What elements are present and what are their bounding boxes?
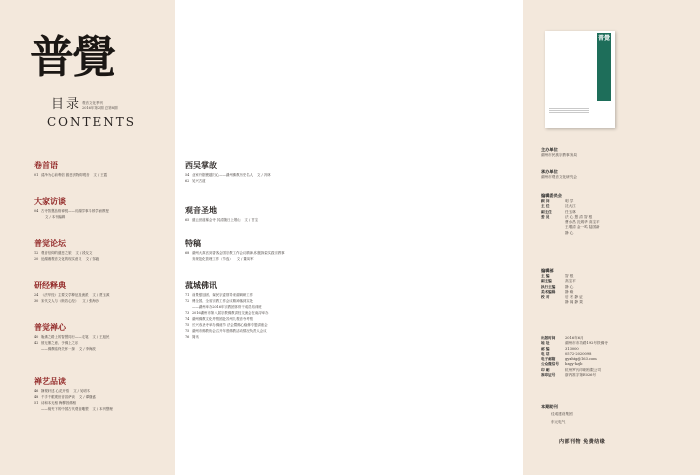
toc-entry-page: 30 (34, 299, 39, 303)
toc-section (185, 238, 289, 262)
toc-section-title: 卷首语 (34, 160, 58, 170)
info-role: 主 编 (541, 274, 550, 278)
toc-entry-title: 千手千眼观世音菩萨谈 (41, 395, 75, 399)
info-names: 静 心 (565, 284, 574, 289)
toc-section-title: 特稿 (185, 238, 201, 248)
toc-section (34, 160, 107, 178)
support-label: 本期助刊 (541, 404, 558, 409)
toc-entry-page: 68 (185, 251, 190, 255)
toc-entry-title: 务规范化管理工作（节选） (192, 257, 233, 261)
publication-block (541, 336, 681, 378)
toc-entry-title: 《法华经》主要文学释征及流派 (41, 293, 89, 297)
committee-label: 编辑委员会 (541, 193, 562, 198)
toc-entry-author: 文 / 李海波 (78, 347, 96, 351)
toc-entry-page: 12 (34, 251, 39, 255)
toc-entry-page: 76 (185, 335, 190, 339)
cover-title-band (597, 33, 611, 101)
support-item: 东元电气 (551, 420, 566, 424)
sponsor-value: 湖州市民族宗教事务局 (541, 153, 577, 157)
toc-entry-page: 65 (185, 218, 190, 222)
toc-entry-page: 42 (34, 341, 39, 345)
sponsor-block (541, 147, 681, 158)
magazine-logo: 普覺 (30, 32, 114, 83)
toc-entry-author: 文 / 吴明木 (73, 389, 91, 393)
toc-entry-title: 皈佛之路上的智慧同行——走笔 (41, 335, 89, 339)
info-names: 静 闻 静 果 (565, 300, 583, 305)
toc-entry-author: 文 / 张海沙 (82, 299, 100, 303)
toc-entry-author: 文 / 本刊整理 (92, 407, 113, 411)
contents-heading-cn: 目录 (51, 97, 82, 112)
issue-info (82, 101, 117, 111)
cover-logo: 普覺 (598, 35, 611, 42)
toc-entry-title: 清净为心前利信 慈悲济物即观音 (41, 173, 90, 177)
toc-entry-title: 湖州佛教文化考察团赴苏州九观音寺考察 (192, 317, 254, 321)
editorial-dept-label: 编辑部 (541, 268, 554, 273)
toc-entry-page: 20 (34, 257, 39, 261)
info-names: 2016年6月 (565, 336, 584, 340)
info-names: 杭州罗氏印刷有限公司 (565, 367, 601, 372)
toc-entry-page: 24 (34, 293, 39, 297)
info-role: 副主编 (541, 279, 552, 284)
toc-entry[interactable] (185, 178, 271, 184)
contents-heading-en: CONTENTS (47, 115, 137, 129)
committee-block (541, 193, 681, 236)
toc-entry-author: 文 / 贾玉源 (92, 293, 110, 297)
info-role: 印 刷 (541, 367, 550, 372)
toc-entry-title: 静观轩述 心花开悟 (41, 389, 70, 393)
toc-entry-page: 71 (185, 293, 190, 297)
toc-entry-page: 46 (34, 389, 39, 393)
toc-section-title: 禅艺品读 (34, 376, 66, 386)
editorial-dept-block (541, 268, 681, 306)
toc-entry-title: 2016湖州市第八届宗教佛教讲经交流会在南浔举办 (192, 311, 269, 315)
info-names: 313000 (565, 346, 579, 351)
toc-entry-author: 文 / 段友文 (75, 251, 93, 255)
toc-entry[interactable] (34, 346, 109, 352)
organizer-label: 承办单位 (541, 169, 558, 174)
toc-entry[interactable] (34, 406, 113, 412)
toc-entry[interactable] (185, 256, 289, 262)
info-role: 副主任 (541, 209, 552, 214)
toc-section (34, 196, 113, 220)
support-item: 佳成建设集团 (551, 412, 573, 416)
info-names: 静 心 (565, 230, 574, 235)
toc-entry[interactable] (185, 334, 272, 340)
info-role: 美术编辑 (541, 289, 556, 294)
toc-section-title: 观音圣地 (185, 205, 217, 215)
toc-entry-page: 54 (185, 173, 190, 177)
support-block (541, 404, 681, 426)
toc-entry-title: 湖州大真宫到香客会国宗教工作会议精神,积极探索实践宗教事 (192, 251, 285, 255)
toc-entry-author: 文 / 王旭民 (92, 335, 110, 339)
info-names: 法 心 慧 清 智 根 (565, 214, 593, 219)
toc-entry-title: 前景强加固、谋民宗委领导来湖调研工作 (192, 293, 254, 297)
toc-entry-title: 吴兴古道 (192, 179, 206, 183)
toc-entry-page: 74 (185, 317, 190, 321)
info-names: 湖州市市功路192号铁佛寺 (565, 341, 608, 346)
toc-entry-author: 文 / 谭继盛 (78, 395, 96, 399)
issue-number: 2016年第2期 总第8期 (82, 106, 118, 110)
toc-entry-title: 业家升据俊越归心——湖州佛教历史名人 (192, 173, 254, 177)
toc-section (185, 205, 258, 223)
info-role: 主 任 (541, 204, 550, 209)
toc-entry-title: 观音信仰的慈悲之旅 (41, 251, 72, 255)
info-names: 浙内准字第E026号 (565, 373, 597, 378)
info-role: 电子邮箱 (541, 357, 556, 362)
info-names: 王增清 金一鸣 陆国新 (565, 225, 600, 230)
toc-section-title: 西吴掌故 (185, 160, 217, 170)
toc-entry-title: 简讯 (192, 335, 199, 339)
info-names: 智 根 (565, 274, 574, 278)
info-names: 任玉林 (565, 209, 576, 214)
info-role: 执行主编 (541, 284, 556, 289)
info-names: 高宝平 (565, 279, 576, 284)
toc-entry-page: 01 (34, 173, 39, 177)
info-role: 校 对 (541, 295, 550, 300)
toc-entry-title: 慈云世道稀会寺 其清随日上烟山 (192, 218, 241, 222)
toc-entry-author: 文 / 王霞 (93, 173, 108, 177)
info-names: 0572-2020098 (565, 351, 592, 356)
toc-entry-author: 文 / 邹毅 (85, 257, 100, 261)
info-names: gyxhtg@163.com (565, 357, 597, 362)
info-row (541, 300, 681, 305)
magazine-cover-thumbnail (545, 31, 615, 128)
info-role: 邮 编 (541, 346, 550, 351)
toc-entry-title: 古寺智慧品格禅悦——访湖学事斗顿学而教授 (41, 209, 109, 213)
toc-section (185, 160, 271, 184)
info-role: 准印证号 (541, 373, 556, 378)
toc-entry-title: 湖州市佛教协会召开年度佛教活动情况负责人会议 (192, 329, 267, 333)
toc-entry-title: 论湖湘观音文化的现实意义 (41, 257, 82, 261)
toc-entry-title: ——佛教临终关怀一探 (41, 347, 75, 351)
toc-entry-page: 62 (185, 179, 190, 183)
toc-entry-title: ——镜夹下的中国古代观音雕塑 (41, 407, 89, 411)
footer-note: 内部刊物 免费结缘 (559, 439, 606, 445)
toc-section-title: 普觉禅心 (34, 322, 66, 332)
toc-entry[interactable] (34, 172, 107, 178)
toc-entry-page: 75 (185, 323, 190, 327)
toc-entry-title: ——湖州举办2016年宗教团体骨干成员培训班 (192, 305, 262, 309)
info-names: 静 缘 (565, 289, 574, 294)
toc-entry[interactable] (34, 214, 113, 220)
info-role: 公众微信号 (541, 362, 559, 367)
toc-entry-page: 51 (34, 401, 39, 405)
toc-entry[interactable] (185, 217, 258, 223)
toc-entry-title: 傅全国、全省宗教工作会议精神落到实处 (192, 299, 254, 303)
toc-entry-page: 04 (34, 209, 39, 213)
toc-entry-title: 长兴寿圣寺举办佛诞节 法会暨佛心稳修专题讲座会 (192, 323, 268, 327)
info-names: hzgy-hzjb (565, 362, 583, 367)
toc-section (34, 280, 109, 304)
toc-section (34, 238, 99, 262)
info-names: 明 学 (565, 199, 574, 203)
info-names: 曹水昌 沈炳华 高宝平 (565, 220, 600, 225)
toc-entry[interactable] (34, 298, 109, 304)
toc-section-title: 研经释典 (34, 280, 66, 290)
toc-section (34, 322, 109, 352)
info-role: 出版时间 (541, 336, 556, 340)
info-row (541, 231, 681, 236)
toc-entry-author: 文 / 董凤军 (236, 257, 254, 261)
info-role: 委 员 (541, 214, 550, 219)
toc-section (185, 280, 272, 340)
info-role: 顾 问 (541, 199, 550, 203)
toc-entry-title: 诗和本无相 梅柳因佛相 (41, 401, 76, 405)
toc-entry-title: 宋代文人与《般若心经》 (41, 299, 79, 303)
toc-entry-page: 48 (34, 395, 39, 399)
cover-text-lines (549, 107, 589, 114)
toc-entry-page: 75 (185, 329, 190, 333)
toc-section-title: 普觉论坛 (34, 238, 66, 248)
organizer-block (541, 169, 681, 180)
toc-entry-page: 72 (185, 299, 190, 303)
toc-entry-title: 彼无墨之意、予佛上之乐 (41, 341, 79, 345)
toc-entry-author: 文 / 甘宝 (244, 218, 259, 222)
sponsor-label: 主办单位 (541, 147, 558, 152)
info-names: 沈大江 (565, 204, 576, 209)
toc-entry-page: 40 (34, 335, 39, 339)
toc-entry[interactable] (34, 256, 99, 262)
info-role: 地 址 (541, 341, 550, 346)
organizer-value: 湖州市观音文化研究会 (541, 175, 577, 179)
info-row (541, 373, 681, 378)
toc-section-title: 菰城佛讯 (185, 280, 217, 290)
toc-section-title: 大家访谈 (34, 196, 66, 206)
info-role: 电 话 (541, 351, 550, 356)
toc-entry-author: 文 / 本刊编辑 (45, 215, 66, 219)
toc-entry-page: 73 (185, 311, 190, 315)
toc-entry-author: 文 / 冯林 (257, 173, 271, 177)
info-names: 后 冬 静 证 (565, 295, 583, 300)
issue-series: 观音文化季刊 (82, 101, 103, 105)
toc-section (34, 376, 113, 412)
